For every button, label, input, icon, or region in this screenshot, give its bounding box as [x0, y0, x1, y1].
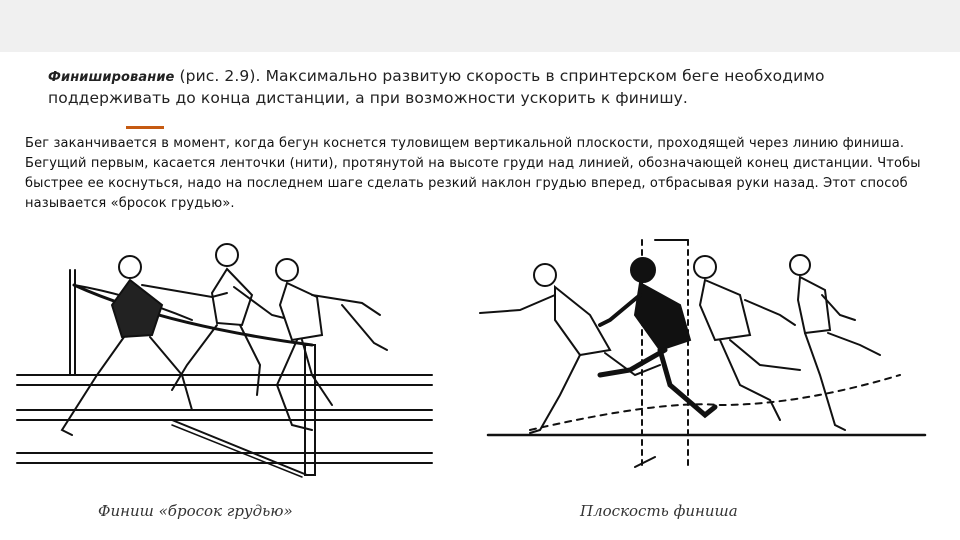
figure-finish-plane	[460, 225, 940, 535]
illustration-finish-plane	[460, 225, 940, 535]
figure-chest-finish	[12, 225, 452, 535]
header-band	[0, 0, 960, 52]
heading-text: (рис. 2.9). Максимально развитую скорость в спринтерском беге необходимо поддерживать до конца дистанции, а при возможности ускорить к финишу.	[48, 67, 825, 107]
heading-paragraph	[48, 66, 888, 108]
accent-underline	[126, 126, 164, 129]
caption-left: Финиш «бросок грудью»	[98, 502, 293, 520]
illustration-chest-finish	[12, 225, 452, 535]
caption-right: Плоскость финиша	[580, 502, 738, 520]
heading-term: Финиширование	[48, 70, 175, 85]
body-paragraph: Бег заканчивается в момент, когда бегун коснется туловищем вертикальной плоскости, проходящей через линию финиша. Бегущий первым, касается ленточки (нити), протянутой на высоте груди над линией, обозначающей конец дистанции. Чтобы быстрее ее коснуться, надо на последнем шаге сделать резкий наклон грудью вперед, отбрасывая руки назад. Этот способ называется «бросок грудью».	[25, 136, 921, 211]
